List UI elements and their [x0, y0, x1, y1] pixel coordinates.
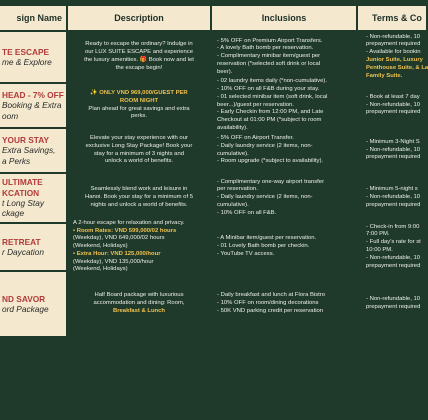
package-title: YOUR STAY: [2, 134, 50, 145]
description-line: (Weekday), VND 135,000/hour: [73, 258, 154, 265]
description-line: Half Board package with luxurious: [94, 292, 184, 299]
terms-line: prepayment required: [366, 154, 421, 161]
description-line: Hanoi. Book your stay for a minimum of 5: [84, 194, 194, 201]
description-line: Seamlessly blend work and leisure in: [90, 186, 188, 193]
terms-line: - Non-refundable, 10: [366, 194, 421, 201]
inclusion-line: - Room upgrade (*subject to availability).: [217, 158, 324, 165]
package-title: TE ESCAPE: [2, 46, 50, 57]
description-line: • Room Rates: VND 599,000/02 hours: [73, 227, 177, 234]
package-terms: [358, 174, 426, 222]
terms-line: - Non-refundable, 10: [366, 254, 421, 261]
package-subtitle: a Perks: [2, 155, 31, 166]
description-line: A 2-hour escape for relaxation and privacy.: [73, 219, 185, 226]
inclusion-line: - YouTube TV access.: [217, 250, 275, 257]
terms-line: - Minimum 3-Night S: [366, 138, 420, 145]
inclusion-line: - Early Checkin from 12:00 PM, and Late: [217, 109, 324, 116]
package-inclusions: [212, 224, 356, 270]
package-title: KCATION: [2, 187, 40, 198]
description-line: our LUX SUITE ESCAPE and experience: [84, 49, 194, 56]
package-inclusions: [212, 272, 356, 336]
inclusion-line: - 5% OFF on Premium Airport Transfers.: [217, 37, 323, 44]
package-subtitle: r Daycation: [2, 247, 44, 257]
description-line: Breakfast & Lunch: [112, 307, 166, 314]
terms-line: - Available for bookin: [366, 49, 421, 56]
package-inclusions: [212, 174, 356, 222]
terms-line: - Non-refundable, 10: [366, 146, 421, 153]
inclusion-line: reservation (*selected soft drink or local: [217, 60, 321, 67]
package-description: [68, 32, 210, 82]
terms-line: Family Suite.: [366, 72, 403, 79]
package-name: [0, 129, 66, 172]
description-line: stay for a minimum of 3 nights and: [93, 150, 185, 157]
description-line: perks.: [130, 113, 148, 120]
package-description: [68, 219, 210, 273]
package-description: [68, 84, 210, 127]
inclusion-line: - 01 Lovely Bath bomb per checkin.: [217, 243, 310, 250]
inclusion-line: - Complimentary minibar item/guest per: [217, 53, 321, 60]
description-line: ✨ ONLY VND 969,000/GUEST PER: [90, 89, 188, 96]
package-subtitle: ckage: [2, 208, 25, 219]
header-terms: Terms & Co: [358, 6, 426, 30]
package-name: [0, 174, 66, 222]
package-subtitle: Extra Savings,: [2, 145, 56, 156]
inclusion-line: - Daily laundry service (2 items, non-: [217, 142, 313, 149]
description-line: (Weekend, Holidays): [73, 266, 128, 273]
package-title: RETREAT: [2, 236, 41, 247]
terms-line: - Non-refundable, 10: [366, 296, 421, 303]
package-subtitle: oom: [2, 110, 19, 121]
package-terms: [358, 272, 426, 336]
description-line: nights and unlock a world of benefits.: [90, 201, 188, 208]
package-subtitle: t Long Stay: [2, 198, 44, 208]
package-inclusions: [212, 78, 356, 131]
terms-line: prepayment required: [366, 304, 421, 310]
description-line: Ready to escape the ordinary? Indulge in: [85, 41, 193, 48]
terms-line: 10:00 PM.: [366, 247, 393, 253]
package-name: [0, 272, 66, 336]
description-line: exclusive Long Stay Package! Book your: [85, 142, 193, 149]
inclusion-line: beer).: [217, 68, 233, 75]
package-description: [68, 129, 210, 172]
inclusion-line: - 50K VND parking credit per reservation: [217, 307, 324, 314]
package-inclusions: [212, 129, 356, 172]
inclusion-line: beer...)/guest per reservation.: [217, 101, 294, 108]
terms-line: Penthouse Suite, & La: [366, 64, 428, 71]
inclusion-line: - 10% OFF on all F&B during your stay.: [217, 86, 320, 93]
package-subtitle: Booking & Extra: [2, 100, 62, 111]
terms-line: - Non-refundable, 10: [366, 101, 421, 108]
package-subtitle: me & Explore: [2, 57, 52, 67]
inclusion-line: - A lovely Bath bomb per reservation.: [217, 45, 314, 52]
description-line: • Extra Hour: VND 125,000/hour: [73, 250, 161, 257]
description-line: accommodation and dining: Room,: [93, 300, 185, 307]
package-name: [0, 32, 66, 82]
inclusion-line: cumulative).: [217, 201, 249, 208]
package-description: [68, 272, 210, 336]
package-title: HEAD - 7% OFF: [2, 89, 64, 100]
description-line: the escape begin!: [115, 64, 163, 71]
terms-line: - Book at least 7 day: [366, 93, 420, 100]
terms-line: - Minimum 5-night s: [366, 186, 418, 193]
description-line: (Weekend, Holidays): [73, 243, 128, 250]
terms-line: prepayment required: [366, 109, 421, 116]
header-inclusions: Inclusions: [212, 6, 356, 30]
package-title: ULTIMATE: [2, 177, 43, 188]
description-line: Elevate your stay experience with our: [90, 134, 188, 141]
package-terms: [358, 129, 426, 172]
package-name: [0, 224, 66, 270]
description-line: (Weekday), VND 649,000/02 hours: [73, 235, 165, 242]
header-description: Description: [68, 6, 210, 30]
inclusion-line: - 10% OFF on room/dining decorations: [217, 300, 319, 307]
terms-line: - Non-refundable, 10: [366, 33, 421, 40]
inclusion-line: - 5% OFF on Airport Transfer.: [217, 134, 294, 141]
package-inclusions: [212, 32, 356, 82]
inclusion-line: - 10% OFF on all F&B.: [217, 209, 277, 216]
description-line: unlock a world of benefits.: [104, 158, 174, 165]
inclusion-line: cumulative).: [217, 150, 249, 157]
terms-line: 7:00 PM.: [366, 231, 390, 238]
terms-line: Junior Suite, Luxury: [366, 57, 423, 63]
inclusion-line: - Daily laundry service (2 items, non-: [217, 194, 313, 201]
header-design-name: sign Name: [0, 6, 66, 30]
description-line: Plan ahead for great savings and extra: [88, 105, 190, 112]
inclusion-line: - 02 laundry items daily (*non-cumulative).: [217, 78, 328, 85]
package-terms: [358, 84, 426, 127]
terms-line: - Check-in from 9:00: [366, 223, 420, 230]
inclusion-line: - 01 selected minibar item (soft drink, local: [217, 93, 328, 100]
package-name: [0, 84, 66, 127]
inclusion-line: Checkout at 01:00 PM (*subject to room: [217, 117, 322, 124]
terms-line: prepayment required: [366, 262, 421, 269]
inclusion-line: - A Minibar item/guest per reservation.: [217, 235, 317, 242]
terms-line: prepayment required: [366, 41, 421, 48]
package-title: ND SAVOR: [2, 293, 46, 304]
inclusion-line: availability).: [217, 124, 248, 131]
description-line: the luxury amenities. 🎁 Book now and let: [84, 57, 194, 63]
terms-line: prepayment required: [366, 201, 421, 208]
package-subtitle: ord Package: [2, 304, 49, 314]
package-terms: [358, 224, 426, 270]
description-line: ROOM NIGHT: [119, 97, 159, 104]
inclusion-line: per reservation.: [217, 186, 258, 193]
package-terms: [358, 32, 426, 82]
package-description: [68, 174, 210, 222]
terms-line: - Full day's rate for st: [366, 239, 421, 246]
inclusion-line: - Complimentary one-way airport transfer: [217, 178, 325, 185]
inclusion-line: - Daily breakfast and lunch at Flora Bistro: [217, 292, 326, 299]
